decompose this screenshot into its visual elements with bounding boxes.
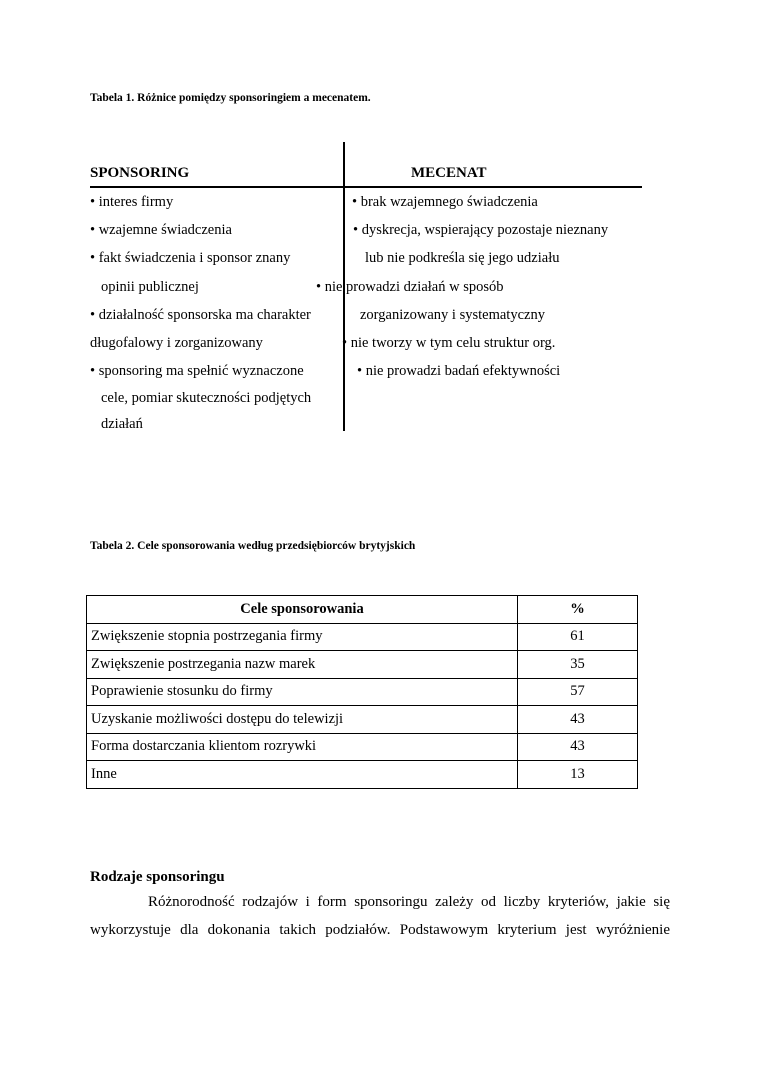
table2-caption: Tabela 2. Cele sponsorowania według przedsiębiorców brytyjskich — [90, 540, 416, 552]
col-header-pct: % — [518, 596, 638, 624]
pct-cell: 43 — [518, 733, 638, 761]
table-row — [87, 761, 638, 789]
section-title: Rodzaje sponsoringu — [90, 869, 225, 885]
table1-header-mecenat: MECENAT — [411, 165, 487, 181]
table1-right-line: • nie prowadzi działań w sposób — [316, 279, 504, 295]
table1-left-line: • wzajemne świadczenia — [90, 222, 232, 238]
table1-right-line: • brak wzajemnego świadczenia — [352, 194, 538, 210]
table1-left-line: • fakt świadczenia i sponsor znany — [90, 250, 291, 266]
paragraph-line-2: wykorzystuje dla dokonania takich podziałów. Podstawowym kryterium jest wyróżnienie — [90, 922, 670, 938]
col-header-goal: Cele sponsorowania — [87, 596, 518, 624]
table1-header-rule — [90, 186, 642, 188]
goal-cell: Inne — [87, 761, 518, 789]
table1-left-line: • działalność sponsorska ma charakter — [90, 307, 311, 323]
table1-left-line: opinii publicznej — [101, 279, 199, 295]
table-row — [87, 651, 638, 679]
pct-cell: 43 — [518, 706, 638, 734]
pct-cell: 57 — [518, 678, 638, 706]
section-paragraph — [90, 888, 670, 944]
table-row — [87, 706, 638, 734]
table1-right-line: zorganizowany i systematyczny — [360, 307, 545, 323]
table1-left-line: działań — [101, 416, 143, 432]
goal-cell: Forma dostarczania klientom rozrywki — [87, 733, 518, 761]
table1-right-line: • nie prowadzi badań efektywności — [357, 363, 561, 379]
table1-left-line: • interes firmy — [90, 194, 174, 210]
table-row — [87, 678, 638, 706]
goal-cell: Zwiększenie stopnia postrzegania firmy — [87, 623, 518, 651]
table1-left-line: • sponsoring ma spełnić wyznaczone — [90, 363, 304, 379]
pct-cell: 61 — [518, 623, 638, 651]
pct-cell: 35 — [518, 651, 638, 679]
table1-right-line: • nie tworzy w tym celu struktur org. — [342, 335, 556, 351]
table1-right-line: • dyskrecja, wspierający pozostaje nieznany — [353, 222, 609, 238]
goal-cell: Poprawienie stosunku do firmy — [87, 678, 518, 706]
paragraph-line-1: Różnorodność rodzajów i form sponsoringu zależy od liczby kryteriów, jakie się — [148, 894, 670, 910]
goal-cell: Zwiększenie postrzegania nazw marek — [87, 651, 518, 679]
goals-table-header — [87, 596, 638, 624]
table-row — [87, 733, 638, 761]
table1-caption: Tabela 1. Różnice pomiędzy sponsoringiem a mecenatem. — [90, 92, 371, 104]
goals-table — [86, 595, 638, 789]
table1-header-sponsoring: SPONSORING — [90, 165, 190, 181]
goal-cell: Uzyskanie możliwości dostępu do telewizji — [87, 706, 518, 734]
table1-left-line: cele, pomiar skuteczności podjętych — [101, 390, 312, 406]
pct-cell: 13 — [518, 761, 638, 789]
table1-right-line: lub nie podkreśla się jego udziału — [365, 250, 560, 266]
table-row — [87, 623, 638, 651]
table1-left-line: długofalowy i zorganizowany — [90, 335, 263, 351]
